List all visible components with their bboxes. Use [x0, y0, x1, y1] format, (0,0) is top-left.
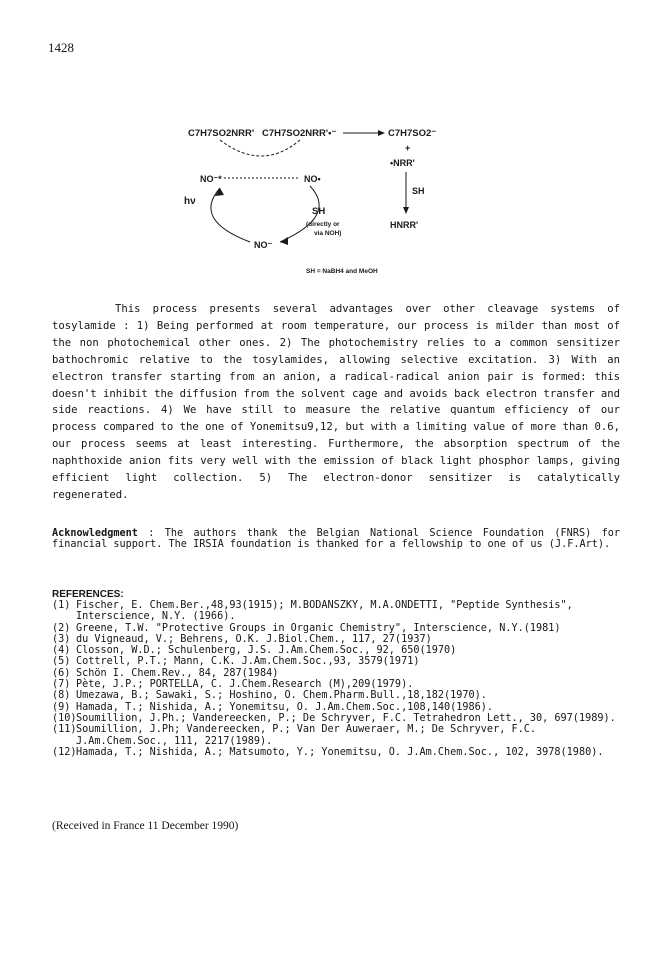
reactant-radical-anion: C7H7SO2NRR'•⁻ [262, 128, 337, 139]
scheme-footnote: SH = NaBH4 and MeOH [306, 268, 378, 275]
body-paragraph [52, 301, 620, 504]
reaction-scheme [180, 120, 480, 280]
naphthoxide-ground: NO⁻ [254, 240, 273, 250]
sh-label-center: SH [312, 206, 326, 217]
received-date: (Received in France 11 December 1990) [52, 820, 239, 832]
hv-label: hν [184, 196, 196, 207]
reference-item: (12) Hamada, T.; Nishida, A.; Matsumoto, Y.; Yonemitsu, O. J.Am.Chem.Soc., 102, 3978(1980). [52, 746, 604, 758]
h-abstraction-arrowhead [403, 207, 409, 214]
reference-item: (6) Schön I. Chem.Rev., 84, 287(1984) [52, 667, 279, 679]
page-number: 1428 [48, 40, 74, 55]
reference-item: (2) Greene, T.W. "Protective Groups in Organic Chemistry", Interscience, N.Y.(1981) [52, 622, 561, 634]
sh-label-right: SH [412, 186, 425, 196]
reference-item: (7) Pète, J.P.; PORTELLA, C. J.Chem.Research (M),209(1979). [52, 679, 414, 691]
naphthoxide-excited: NO⁻* [200, 174, 222, 184]
reference-item: (1) Fischer, E. Chem.Ber.,48,93(1915); M.BODANSZKY, M.A.ONDETTI, "Peptide Synthesis", Interscience, N.Y. (1966). [52, 600, 573, 623]
acknowledgment [52, 528, 620, 550]
sh-note-line1: (directly or [306, 221, 340, 228]
product-sulfinate: C7H7SO2⁻ [388, 128, 437, 139]
reference-item: (9) Hamada, T.; Nishida, A.; Yonemitsu, O. J.Am.Chem.Soc.,108,140(1986). [52, 701, 494, 713]
reference-item: (4) Closson, W.D.; Schulenberg, J.S. J.Am.Chem.Soc., 92, 650(1970) [52, 645, 457, 657]
fragmentation-arrowhead [378, 130, 385, 136]
reactant-tosylamide [188, 128, 254, 139]
body-paragraph-text: This process presents several advantages over other cleavage systems of tosylamide : 1) Being performed at room temperature, our process is milder than most of the non photochemical other ones. 2) The photochemistry relies to a common sensitizer bathochromic relative to the tosylamides, allowing selective excitation. 3) With an electron transfer starting from an anion, a radical-radical anion pair is formed: this doesn't inhibit the diffusion from the solvent cage and avoids back electron transfer and side reactions. 4) We have still to measure the relative quantum efficiency of our process compared to the one of Yonemitsu9,12, but with a limiting value of more than 0.6, our process seems at least interesting. Furthermore, the absorption spectrum of the naphthoxide anion fits very well with the emission of black light phosphor lamps, giving efficient light collection. 5) The electron-donor sensitizer is catalytically regenerated. [52, 303, 620, 501]
references-heading: REFERENCES: [52, 589, 124, 600]
amidyl-radical: •NRR' [390, 158, 415, 168]
reactant-1-text: C7H7SO2NRR' [188, 128, 255, 139]
reference-item: (10) Soumillion, J.Ph.; Vandereecken, P.; De Schryver, F.C. Tetrahedron Lett., 30, 697(1989). [52, 712, 616, 724]
excitation-arc [211, 188, 250, 242]
reference-item: (11) Soumillion, J.Ph; Vandereecken, P.; Van Der Auweraer, M.; De Schryver, F.C. J.Am.Chem.Soc., 111, 2217(1989). [52, 724, 537, 747]
references-list [52, 600, 624, 758]
reference-item: (3) du Vigneaud, V.; Behrens, O.K. J.Biol.Chem., 117, 27(1937) [52, 633, 432, 645]
product-amine: HNRR' [390, 220, 419, 230]
reference-item: (8) Umezawa, B.; Sawaki, S.; Hoshino, O. Chem.Pharm.Bull.,18,182(1970). [52, 690, 487, 702]
reference-item: (5) Cottrell, P.T.; Mann, C.K. J.Am.Chem.Soc.,93, 3579(1971) [52, 656, 420, 668]
plus-sign: + [405, 143, 411, 153]
acknowledgment-text: : The authors thank the Belgian National Science Foundation (FNRS) for financial support. The IRSIA foundation is thanked for a fellowship to one of us (J.F.Art). [52, 528, 620, 551]
acknowledgment-label: Acknowledgment [52, 528, 138, 539]
electron-transfer-curve [220, 140, 300, 156]
naphthoxyl-radical: NO• [304, 174, 321, 184]
sh-note-line2: via NOH) [314, 230, 342, 237]
